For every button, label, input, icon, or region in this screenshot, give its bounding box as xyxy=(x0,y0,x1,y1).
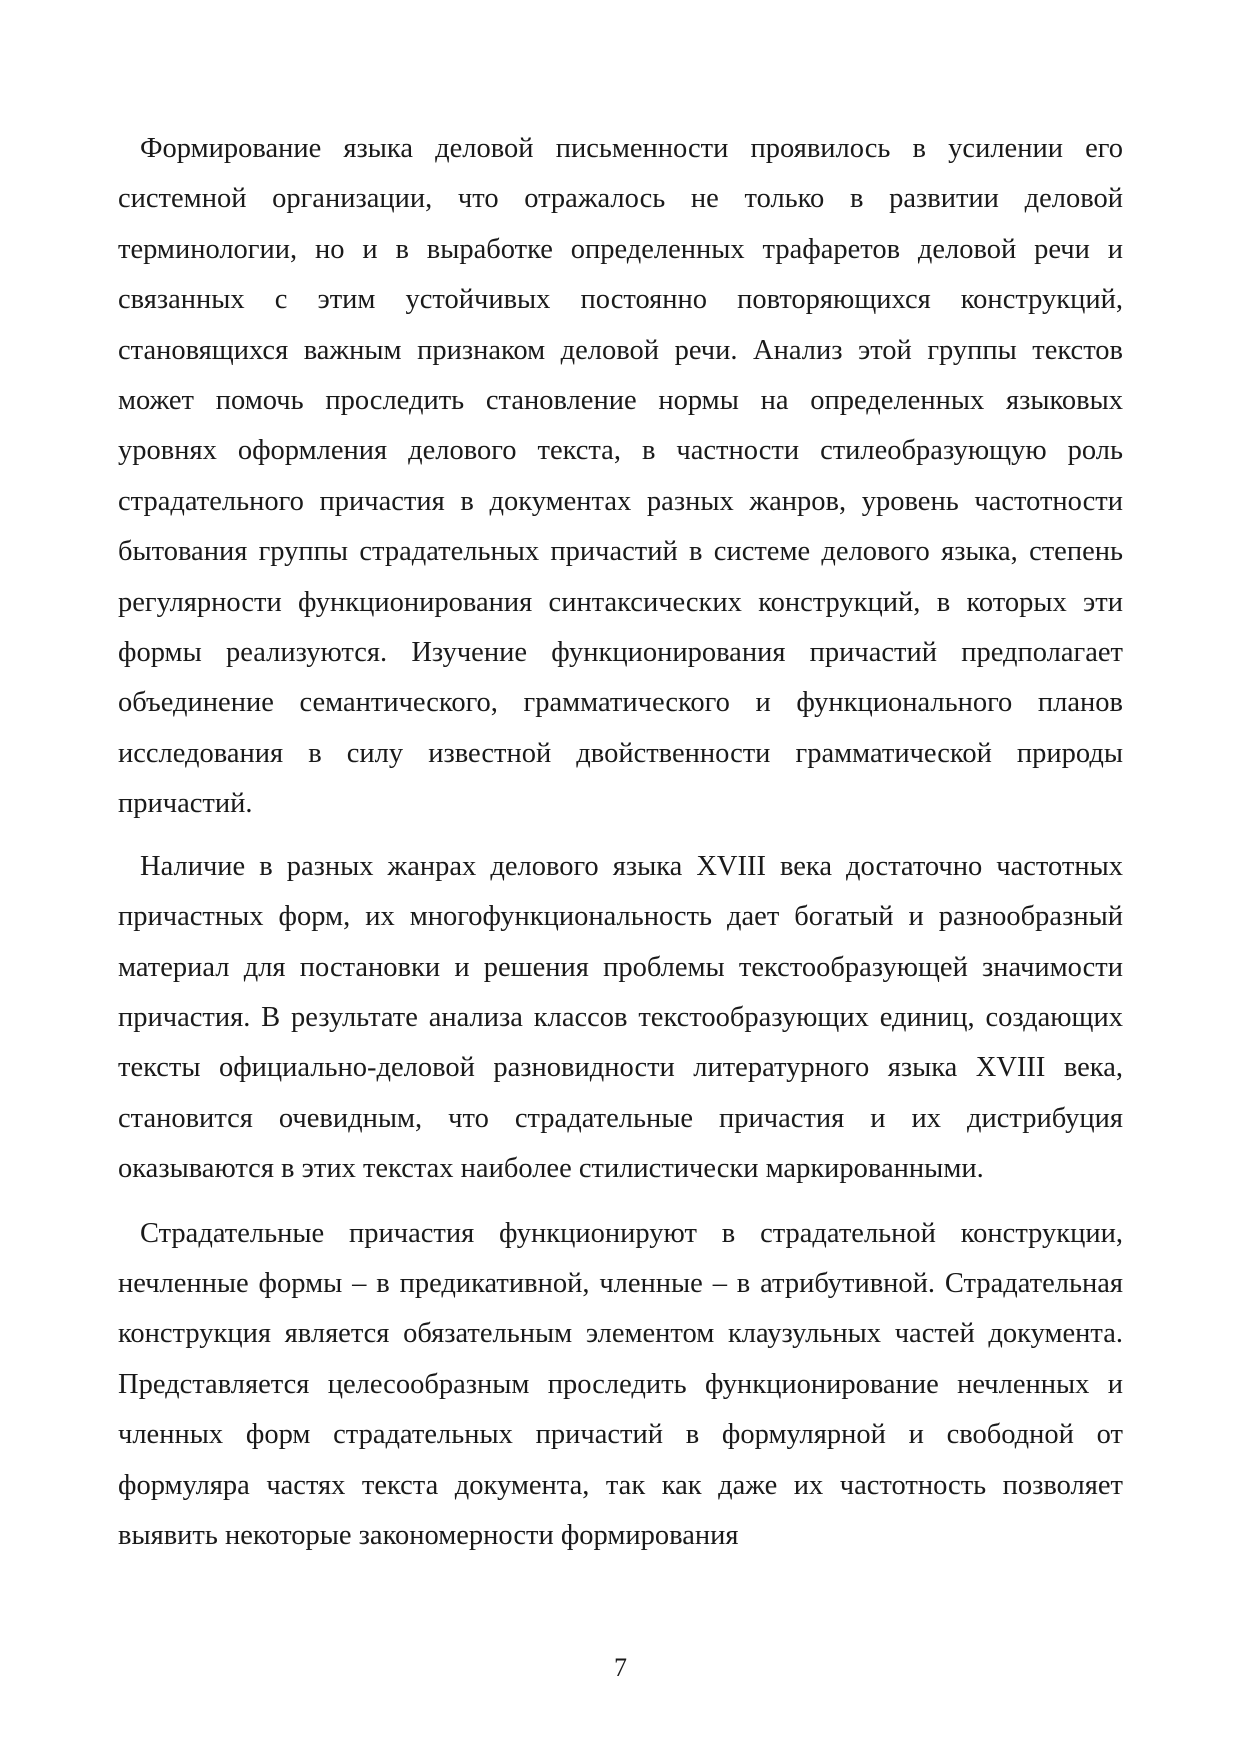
document-body xyxy=(118,124,1123,1573)
paragraph-1: Формирование языка деловой письменности проявилось в усилении его системной организации, что отражалось не только в развитии деловой терминологии, но и в выработке определенных трафаретов деловой речи и связанных с этим устойчивых постоянно повторяющихся конструкций, становящихся важным признаком деловой речи. Анализ этой группы текстов может помочь проследить становление нормы на определенных языковых уровнях оформления делового текста, в частности стилеобразующую роль страдательного причастия в документах разных жанров, уровень частотности бытования группы страдательных причастий в системе делового языка, степень регулярности функционирования синтаксических конструкций, в которых эти формы реализуются. Изучение функционирования причастий предполагает объединение семантического, грамматического и функционального планов исследования в силу известной двойственности грамматической природы причастий. xyxy=(118,133,1123,820)
paragraph-2: Наличие в разных жанрах делового языка XVIII века достаточно частотных причастных форм, их многофункциональность дает богатый и разнообразный материал для постановки и решения проблемы текстообразующей значимости причастия. В результате анализа классов текстообразующих единиц, создающих тексты официально-деловой разновидности литературного языка XVIII века, становится очевидным, что страдательные причастия и их дистрибуция оказываются в этих текстах наиболее стилистически маркированными. xyxy=(118,850,1123,1185)
page-number: 7 xyxy=(614,1653,627,1682)
paragraph-3: Страдательные причастия функционируют в страдательной конструкции, нечленные формы – в предикативной, членные – в атрибутивной. Страдательная конструкция является обязательным элементом клаузульных частей документа. Представляется целесообразным проследить функционирование нечленных и членных форм страдательных причастий в формулярной и свободной от формуляра частях текста документа, так как даже их частотность позволяет выявить некоторые закономерности формирования xyxy=(118,1217,1123,1551)
